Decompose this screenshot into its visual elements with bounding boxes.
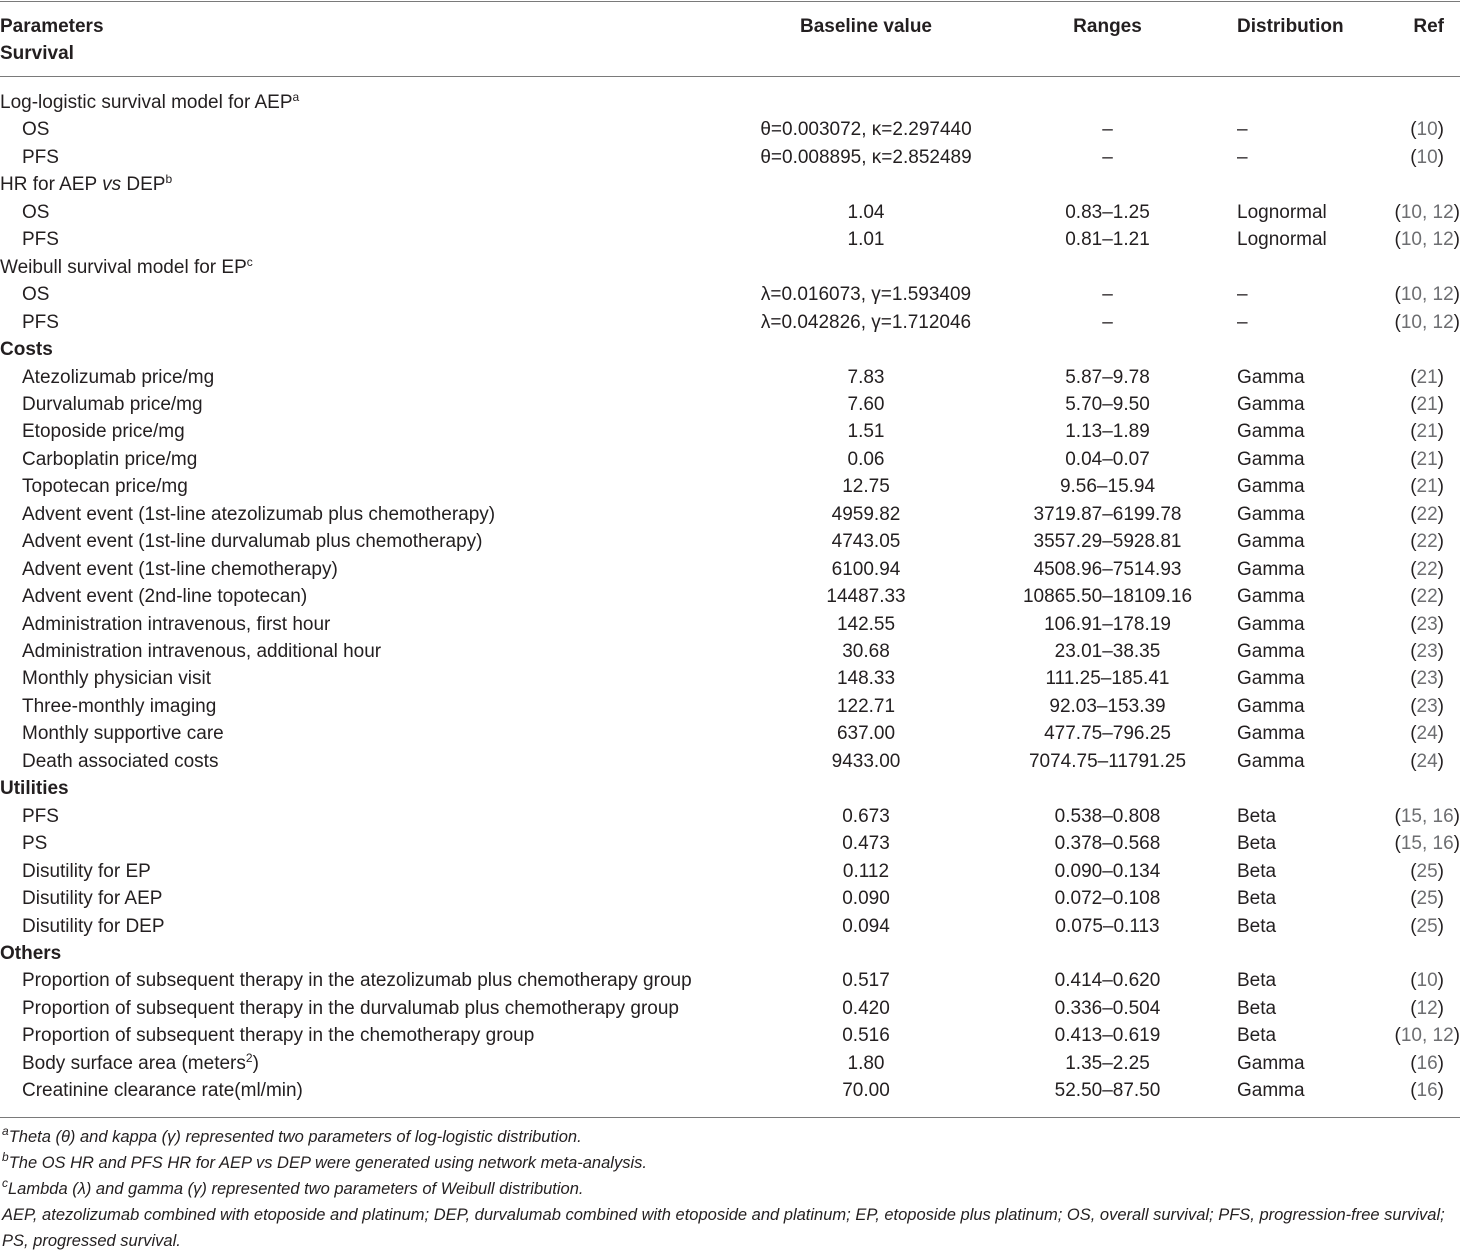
table-row <box>0 693 1460 720</box>
range-cell: 52.50–87.50 <box>1054 1080 1161 1102</box>
ref-cell: (21) <box>1410 421 1444 443</box>
ref-cell: (10, 12) <box>1394 201 1460 223</box>
table-row <box>0 556 1460 583</box>
table-row <box>0 309 1460 336</box>
ref-cell: (21) <box>1410 448 1444 470</box>
range-cell: – <box>1102 146 1113 168</box>
param-cell: Body surface area (meters$^2$) <box>22 1050 259 1074</box>
range-cell: 0.04–0.07 <box>1065 448 1150 470</box>
range-cell: 0.090–0.134 <box>1054 860 1161 882</box>
section-row <box>0 336 1460 363</box>
param-cell: PFS <box>22 311 59 333</box>
ref-cell: (10, 12) <box>1394 1025 1460 1047</box>
ref-cell: (10) <box>1410 970 1444 992</box>
ref-cell: (21) <box>1410 393 1444 415</box>
distribution-cell: Lognormal <box>1237 229 1327 251</box>
table-row <box>0 446 1460 473</box>
distribution-cell: Beta <box>1237 1025 1277 1047</box>
header-parameters: Parameters <box>0 16 104 37</box>
table-top-rule <box>0 1 1460 2</box>
param-cell: Disutility for DEP <box>22 915 165 937</box>
ref-cell: (15, 16) <box>1394 833 1460 855</box>
range-cell: 3719.87–6199.78 <box>1033 503 1182 525</box>
range-cell: 0.336–0.504 <box>1054 997 1161 1019</box>
ref-cell: (23) <box>1410 668 1444 690</box>
param-cell: Durvalumab price/mg <box>22 393 203 415</box>
baseline-cell: 1.04 <box>847 201 885 223</box>
distribution-cell: Gamma <box>1237 586 1305 608</box>
distribution-cell: Gamma <box>1237 366 1305 388</box>
footnote-c: $^c$Lambda (λ) and gamma (γ) represented two parameters of Weibull distribution. <box>2 1176 584 1198</box>
distribution-cell: – <box>1237 284 1248 306</box>
param-cell: OS <box>22 284 50 306</box>
param-cell: Atezolizumab price/mg <box>22 366 215 388</box>
baseline-cell: 14487.33 <box>826 586 906 608</box>
table-row <box>0 1050 1460 1077</box>
ref-cell: (21) <box>1410 476 1444 498</box>
baseline-cell: 0.094 <box>842 915 890 937</box>
ref-cell: (23) <box>1410 695 1444 717</box>
footnote-a: $^a$Theta (θ) and kappa (γ) represented two parameters of log-logistic distribution. <box>2 1124 582 1146</box>
range-cell: 111.25–185.41 <box>1045 668 1170 690</box>
distribution-cell: Gamma <box>1237 448 1305 470</box>
table-row <box>0 967 1460 994</box>
range-cell: 92.03–153.39 <box>1049 695 1166 717</box>
ref-cell: (10, 12) <box>1394 284 1460 306</box>
footnote-b: $^b$The OS HR and PFS HR for AEP vs DEP were generated using network meta-analysis. <box>2 1150 647 1172</box>
param-cell: Utilities <box>0 778 69 800</box>
param-cell: Advent event (1st-line atezolizumab plus chemotherapy) <box>22 503 496 525</box>
baseline-cell: 637.00 <box>836 723 896 745</box>
table-row <box>0 748 1460 775</box>
ref-cell: (22) <box>1410 531 1444 553</box>
group-row <box>0 254 1460 281</box>
param-cell: HR for AEP vs DEP$^b$ <box>0 172 173 196</box>
table-row <box>0 1077 1460 1104</box>
distribution-cell: Gamma <box>1237 723 1305 745</box>
section-row <box>0 940 1460 967</box>
range-cell: 10865.50–18109.16 <box>1022 586 1193 608</box>
param-cell: Advent event (2nd-line topotecan) <box>22 586 308 608</box>
range-cell: 0.81–1.21 <box>1065 229 1150 251</box>
baseline-cell: 0.06 <box>847 448 885 470</box>
table-row <box>0 144 1460 171</box>
range-cell: 5.87–9.78 <box>1065 366 1150 388</box>
table-row <box>0 199 1460 226</box>
param-cell: Three-monthly imaging <box>22 695 217 717</box>
header-ranges: Ranges <box>1073 16 1142 37</box>
header-bottom-rule <box>0 76 1460 77</box>
ref-cell: (21) <box>1410 366 1444 388</box>
ref-cell: (10, 12) <box>1394 229 1460 251</box>
range-cell: 0.538–0.808 <box>1054 805 1161 827</box>
ref-cell: (25) <box>1410 915 1444 937</box>
range-cell: 0.075–0.113 <box>1055 915 1160 937</box>
distribution-cell: Gamma <box>1237 1052 1305 1074</box>
param-cell: Advent event (1st-line durvalumab plus chemotherapy) <box>22 531 483 553</box>
param-cell: Others <box>0 942 62 964</box>
ref-cell: (25) <box>1410 888 1444 910</box>
table-row <box>0 473 1460 500</box>
param-cell: Disutility for EP <box>22 860 151 882</box>
param-cell: Weibull survival model for $EP^c$ <box>0 254 253 278</box>
param-cell: PFS <box>22 229 59 251</box>
range-cell: 4508.96–7514.93 <box>1033 558 1182 580</box>
table-footnotes <box>2 1124 1458 1254</box>
range-cell: 5.70–9.50 <box>1065 393 1150 415</box>
range-cell: 477.75–796.25 <box>1044 723 1171 745</box>
param-cell: PFS <box>22 805 59 827</box>
baseline-cell: 1.01 <box>847 229 885 251</box>
range-cell: 3557.29–5928.81 <box>1033 531 1182 553</box>
baseline-cell: 1.51 <box>847 421 885 443</box>
section-row <box>0 775 1460 802</box>
distribution-cell: Gamma <box>1237 476 1305 498</box>
param-cell: Proportion of subsequent therapy in the chemotherapy group <box>22 1025 535 1047</box>
baseline-cell: 0.517 <box>842 970 890 992</box>
param-cell: PS <box>22 833 48 855</box>
baseline-cell: 0.420 <box>842 997 890 1019</box>
group-row <box>0 171 1460 198</box>
header-ref: Ref <box>1413 16 1444 37</box>
distribution-cell: – <box>1237 146 1248 168</box>
ref-cell: (24) <box>1410 750 1444 772</box>
table-row <box>0 803 1460 830</box>
ref-cell: (10) <box>1410 119 1444 141</box>
param-cell: Etoposide price/mg <box>22 421 185 443</box>
baseline-cell: 1.80 <box>847 1052 885 1074</box>
table-row <box>0 501 1460 528</box>
table-row <box>0 1022 1460 1049</box>
param-cell: OS <box>22 119 50 141</box>
baseline-cell: 30.68 <box>842 641 890 662</box>
range-cell: 23.01–38.35 <box>1054 641 1161 662</box>
baseline-cell: 9433.00 <box>831 750 901 772</box>
table-row <box>0 116 1460 143</box>
header-baseline: Baseline value <box>799 16 933 37</box>
baseline-cell: 6100.94 <box>831 558 901 580</box>
param-cell: Monthly supportive care <box>22 723 224 745</box>
distribution-cell: Beta <box>1237 833 1277 855</box>
baseline-cell: λ=0.042826, γ=1.712046 <box>760 311 972 333</box>
table-row <box>0 858 1460 885</box>
range-cell: 106.91–178.19 <box>1044 613 1171 635</box>
param-cell: Topotecan price/mg <box>22 476 188 498</box>
ref-cell: (25) <box>1410 860 1444 882</box>
ref-cell: (12) <box>1410 997 1444 1019</box>
distribution-cell: Gamma <box>1237 421 1305 443</box>
table-row <box>0 913 1460 940</box>
table-row <box>0 391 1460 418</box>
ref-cell: (24) <box>1410 723 1444 745</box>
distribution-cell: – <box>1237 119 1248 141</box>
baseline-cell: 4959.82 <box>831 503 901 525</box>
range-cell: 7074.75–11791.25 <box>1028 750 1187 772</box>
param-cell: Administration intravenous, first hour <box>22 613 331 635</box>
distribution-cell: Beta <box>1237 915 1277 937</box>
baseline-cell: 122.71 <box>836 695 896 717</box>
range-cell: – <box>1102 284 1113 306</box>
baseline-cell: 148.33 <box>836 668 896 690</box>
group-row <box>0 89 1460 116</box>
distribution-cell: Beta <box>1237 888 1277 910</box>
baseline-cell: 70.00 <box>842 1080 890 1102</box>
distribution-cell: Gamma <box>1237 613 1305 635</box>
table-row <box>0 583 1460 610</box>
distribution-cell: Gamma <box>1237 641 1305 662</box>
table-bottom-rule <box>0 1117 1460 1118</box>
distribution-cell: Beta <box>1237 970 1277 992</box>
param-cell: PFS <box>22 146 59 168</box>
table-row <box>0 885 1460 912</box>
ref-cell: (16) <box>1410 1080 1444 1102</box>
param-cell: Proportion of subsequent therapy in the atezolizumab plus chemotherapy group <box>22 970 692 992</box>
param-cell: Monthly physician visit <box>22 668 212 690</box>
ref-cell: (22) <box>1410 503 1444 525</box>
range-cell: 0.83–1.25 <box>1065 201 1150 223</box>
baseline-cell: 12.75 <box>842 476 890 498</box>
table-row <box>0 995 1460 1022</box>
baseline-cell: θ=0.003072, κ=2.297440 <box>760 119 972 141</box>
distribution-cell: Beta <box>1237 805 1277 827</box>
table-row <box>0 665 1460 692</box>
range-cell: 0.413–0.619 <box>1054 1025 1161 1047</box>
baseline-cell: 0.516 <box>842 1025 890 1047</box>
baseline-cell: θ=0.008895, κ=2.852489 <box>760 146 972 168</box>
ref-cell: (15, 16) <box>1394 805 1460 827</box>
distribution-cell: Beta <box>1237 860 1277 882</box>
distribution-cell: Gamma <box>1237 531 1305 553</box>
param-cell: Proportion of subsequent therapy in the durvalumab plus chemotherapy group <box>22 997 679 1019</box>
distribution-cell: Gamma <box>1237 1080 1305 1102</box>
table-row <box>0 528 1460 555</box>
baseline-cell: 0.473 <box>842 833 890 855</box>
header-survival: Survival <box>0 43 74 64</box>
table-row <box>0 720 1460 747</box>
ref-cell: (10, 12) <box>1394 311 1460 333</box>
distribution-cell: Gamma <box>1237 558 1305 580</box>
baseline-cell: 7.83 <box>847 366 885 388</box>
ref-cell: (23) <box>1410 641 1444 662</box>
range-cell: – <box>1102 311 1113 333</box>
param-cell: Death associated costs <box>22 750 219 772</box>
range-cell: – <box>1102 119 1113 141</box>
baseline-cell: λ=0.016073, γ=1.593409 <box>760 284 972 306</box>
distribution-cell: Gamma <box>1237 393 1305 415</box>
param-cell: Administration intravenous, additional hour <box>22 641 382 662</box>
ref-cell: (10) <box>1410 146 1444 168</box>
distribution-cell: Gamma <box>1237 503 1305 525</box>
range-cell: 1.35–2.25 <box>1065 1052 1150 1074</box>
table-row <box>0 638 1460 665</box>
param-cell: Costs <box>0 339 53 361</box>
range-cell: 1.13–1.89 <box>1065 421 1150 443</box>
distribution-cell: Gamma <box>1237 668 1305 690</box>
table-row <box>0 611 1460 638</box>
distribution-cell: Gamma <box>1237 750 1305 772</box>
table-row <box>0 364 1460 391</box>
table-row <box>0 226 1460 253</box>
param-cell: OS <box>22 201 50 223</box>
distribution-cell: Lognormal <box>1237 201 1327 223</box>
baseline-cell: 4743.05 <box>831 531 901 553</box>
distribution-cell: – <box>1237 311 1248 333</box>
param-cell: Creatinine clearance rate(ml/min) <box>22 1080 303 1102</box>
ref-cell: (23) <box>1410 613 1444 635</box>
distribution-cell: Beta <box>1237 997 1277 1019</box>
baseline-cell: 0.090 <box>842 888 890 910</box>
distribution-cell: Gamma <box>1237 695 1305 717</box>
range-cell: 0.072–0.108 <box>1054 888 1161 910</box>
param-cell: Log-logistic survival model for AEP$^a$ <box>0 90 300 113</box>
table-row <box>0 281 1460 308</box>
ref-cell: (22) <box>1410 558 1444 580</box>
footnote-abbreviations: AEP, atezolizumab combined with etoposide and platinum; DEP, durvalumab combined with etoposide and platinum; EP, etoposide plus platinum; OS, overall survival; PFS, progression-free survival; PS, progressed survival. <box>2 1206 1445 1250</box>
range-cell: 9.56–15.94 <box>1059 476 1156 498</box>
table-row <box>0 418 1460 445</box>
baseline-cell: 142.55 <box>836 613 896 635</box>
ref-cell: (16) <box>1410 1052 1444 1074</box>
param-cell: Carboplatin price/mg <box>22 448 198 470</box>
range-cell: 0.414–0.620 <box>1054 970 1161 992</box>
param-cell: Advent event (1st-line chemotherapy) <box>22 558 338 580</box>
baseline-cell: 7.60 <box>847 393 885 415</box>
baseline-cell: 0.112 <box>842 860 890 882</box>
header-distribution: Distribution <box>1237 16 1344 37</box>
ref-cell: (22) <box>1410 586 1444 608</box>
param-cell: Disutility for AEP <box>22 888 163 910</box>
range-cell: 0.378–0.568 <box>1054 833 1161 855</box>
table-row <box>0 830 1460 857</box>
baseline-cell: 0.673 <box>842 805 890 827</box>
